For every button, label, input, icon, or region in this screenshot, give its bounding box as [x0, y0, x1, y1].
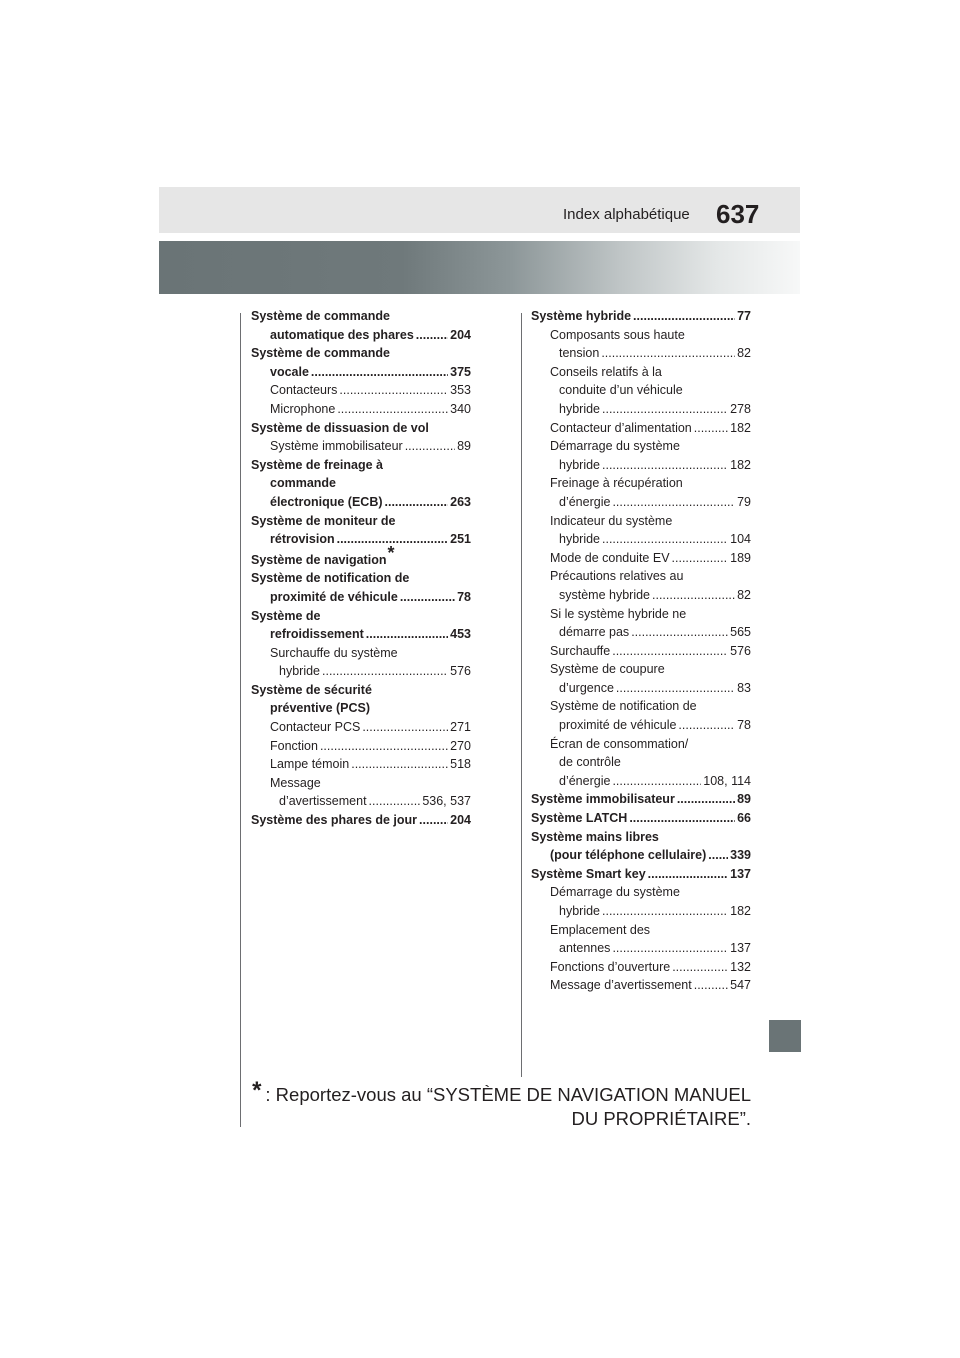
- dot-leader: [602, 530, 728, 549]
- index-entry-label: Surchauffe du système: [270, 645, 398, 660]
- index-entry-page: 137: [730, 866, 751, 881]
- index-entry-label: Message d’avertissement: [550, 978, 692, 993]
- index-entry-label: d’énergie: [559, 494, 611, 509]
- index-entry-label: Microphone: [270, 401, 336, 416]
- index-entry-label: Système immobilisateur: [270, 439, 403, 454]
- index-entry-label: système hybride: [559, 587, 651, 602]
- dot-leader: [337, 400, 448, 419]
- dot-leader: [602, 456, 728, 475]
- index-entry: [531, 679, 751, 698]
- index-entry-label: automatique des phares: [270, 327, 414, 342]
- index-entry-label: Système de moniteur de: [251, 513, 396, 528]
- index-entry: [251, 474, 471, 493]
- index-entry: [531, 437, 751, 456]
- index-entry-page: 104: [730, 532, 751, 547]
- index-entry: [251, 493, 471, 512]
- index-entry-page: 375: [450, 364, 471, 379]
- dot-leader: [416, 326, 448, 345]
- dot-leader: [612, 642, 728, 661]
- index-entry-label: Système hybride: [531, 309, 632, 323]
- index-entry-label: rétrovision: [270, 532, 335, 547]
- index-entry: [251, 512, 471, 531]
- dot-leader: [405, 437, 455, 456]
- index-entry: [251, 681, 471, 700]
- index-entry-page: 204: [450, 327, 471, 342]
- index-entry: [531, 456, 751, 475]
- index-entry-page: 83: [737, 680, 751, 695]
- index-entry: [531, 735, 751, 754]
- index-entry: [251, 344, 471, 363]
- index-entry-page: 189: [730, 550, 751, 565]
- index-entry-label: Message: [270, 775, 321, 790]
- index-entry: [251, 530, 471, 549]
- index-entry-label: Système de: [251, 608, 321, 623]
- index-entry: [251, 607, 471, 626]
- index-entry: [531, 605, 751, 624]
- dot-leader: [602, 902, 728, 921]
- index-entry: [531, 512, 751, 531]
- index-entry-label: Système mains libres: [531, 829, 659, 844]
- index-entry: [531, 753, 751, 772]
- index-entry-page: 78: [457, 589, 471, 604]
- index-entry-page: 271: [450, 720, 471, 735]
- index-entry: [531, 902, 751, 921]
- index-entry-label: Système de dissuasion de vol: [251, 420, 429, 435]
- index-entry: [251, 400, 471, 419]
- index-entry: [531, 493, 751, 512]
- index-entry-label: Mode de conduite EV: [550, 550, 670, 565]
- index-entry: [531, 772, 751, 791]
- index-entry-label: électronique (ECB): [270, 494, 383, 509]
- footnote-text-1: : Reportez-vous au “SYSTÈME DE NAVIGATION MANUEL: [265, 1084, 751, 1105]
- index-entry-page: 453: [450, 627, 471, 642]
- index-entry-page: 565: [730, 625, 751, 640]
- index-entry-label: hybride: [559, 904, 600, 918]
- dot-leader: [385, 493, 449, 512]
- index-entry-label: proximité de véhicule: [559, 718, 677, 733]
- index-entry-page: 270: [450, 738, 471, 753]
- index-entry-label: Système LATCH: [531, 811, 628, 826]
- index-entry-label: Contacteurs: [270, 383, 338, 398]
- index-entry: [531, 939, 751, 958]
- index-entry-page: 339: [730, 848, 751, 863]
- index-entry: [531, 549, 751, 568]
- index-entry: [531, 716, 751, 735]
- index-entry: [251, 755, 471, 774]
- index-entry: [531, 865, 751, 884]
- index-entry-page: 82: [737, 346, 751, 361]
- index-entry-label: Fonction: [270, 738, 318, 753]
- index-entry-page: 108, 114: [703, 773, 751, 788]
- index-entry-label: Système de notification de: [550, 699, 697, 714]
- index-entry-label: (pour téléphone cellulaire): [550, 848, 707, 863]
- index-entry-page: 278: [730, 401, 751, 416]
- index-entry: [531, 381, 751, 400]
- dot-leader: [694, 419, 728, 438]
- dot-leader: [652, 586, 735, 605]
- index-entry: [251, 699, 471, 718]
- index-entry-label: Contacteur PCS: [270, 720, 361, 735]
- dot-leader: [631, 623, 728, 642]
- index-entry-page: 536, 537: [422, 794, 471, 809]
- index-entry: [531, 642, 751, 661]
- index-entry: [531, 400, 751, 419]
- index-entry-label: Système de freinage à: [251, 457, 384, 472]
- dot-leader: [648, 865, 728, 884]
- index-entry: [251, 419, 471, 438]
- index-entry: [531, 344, 751, 363]
- index-entry: [531, 623, 751, 642]
- index-entry: [531, 883, 751, 902]
- index-entry-label: Système Smart key: [531, 866, 646, 881]
- index-entry: [531, 567, 751, 586]
- index-entry: [531, 363, 751, 382]
- index-entry-label: d’avertissement: [279, 794, 367, 809]
- index-entry-label: hybride: [559, 532, 600, 547]
- index-entry-page: 77: [737, 309, 751, 323]
- dot-leader: [678, 716, 735, 735]
- header-gradient-band: [159, 241, 800, 294]
- index-entry: [251, 437, 471, 456]
- index-entry-label: Système de commande: [251, 346, 390, 361]
- index-entry-label: Indicateur du système: [550, 513, 673, 528]
- index-entry-label: de contrôle: [559, 755, 621, 770]
- index-entry-label: Précautions relatives au: [550, 569, 684, 584]
- index-entry-page: 132: [730, 959, 751, 974]
- dot-leader: [672, 549, 729, 568]
- index-entry: [251, 569, 471, 588]
- index-entry-label: Emplacement des: [550, 922, 651, 937]
- dot-leader: [366, 625, 448, 644]
- index-entry-label: hybride: [559, 401, 600, 416]
- index-entry: [251, 307, 471, 326]
- index-entry: [531, 474, 751, 493]
- dot-leader: [708, 846, 728, 865]
- index-entry: [531, 809, 751, 828]
- index-entry-label: d’énergie: [559, 773, 611, 788]
- dot-leader: [612, 493, 735, 512]
- index-entry: [531, 530, 751, 549]
- dot-leader: [612, 772, 701, 791]
- index-entry-label: Système de coupure: [550, 662, 665, 677]
- index-entry-label: Freinage à récupération: [550, 476, 683, 491]
- index-entry: [251, 644, 471, 663]
- index-entry-label: démarre pas: [559, 625, 630, 640]
- index-entry: [251, 774, 471, 793]
- index-entry-label: Système immobilisateur: [531, 792, 675, 807]
- dot-leader: [612, 939, 728, 958]
- left-margin-rule: [240, 313, 241, 1127]
- index-entry-label: Écran de consommation/: [550, 736, 689, 751]
- dot-leader: [311, 363, 448, 382]
- index-entry-label: Système de notification de: [251, 571, 410, 586]
- dot-leader: [320, 737, 448, 756]
- index-entry-label: Système de commande: [251, 309, 390, 323]
- index-entry: [531, 326, 751, 345]
- index-entry-label: commande: [270, 476, 336, 491]
- column-divider: [521, 313, 522, 1077]
- index-entry: [531, 828, 751, 847]
- dot-leader: [677, 790, 735, 809]
- header-title: Index alphabétique: [563, 206, 690, 223]
- index-entry: [251, 363, 471, 382]
- page-number: 637: [716, 199, 760, 229]
- index-entry-page: 547: [730, 978, 751, 993]
- index-entry-label: Démarrage du système: [550, 885, 680, 900]
- index-entry: [251, 662, 471, 681]
- index-entry-page: 576: [450, 664, 471, 679]
- dot-leader: [362, 718, 448, 737]
- index-entry-page: 576: [730, 643, 751, 658]
- index-entry: [251, 792, 471, 811]
- index-entry-page: 182: [730, 420, 751, 435]
- dot-leader: [322, 662, 448, 681]
- index-entry: [531, 307, 751, 326]
- index-entry-page: 79: [737, 494, 751, 509]
- footnote-line-2: DU PROPRIÉTAIRE”.: [571, 1108, 751, 1129]
- dot-leader: [419, 811, 448, 830]
- index-entry: [531, 419, 751, 438]
- index-entry-page: 353: [450, 383, 471, 398]
- index-entry-label: vocale: [270, 364, 309, 379]
- index-entry-page: 66: [737, 811, 751, 826]
- footnote-line-1: [252, 1077, 751, 1107]
- index-entry: [251, 737, 471, 756]
- index-entry: [531, 921, 751, 940]
- index-entry-label: tension: [559, 346, 600, 361]
- dot-leader: [672, 958, 728, 977]
- footnote-star: *: [252, 1077, 262, 1104]
- index-entry-page: 518: [450, 757, 471, 772]
- index-entry: [531, 586, 751, 605]
- dot-leader: [602, 400, 728, 419]
- dot-leader: [694, 976, 728, 995]
- index-entry: [251, 811, 471, 830]
- section-tab-marker: [769, 1020, 801, 1052]
- index-entry-page: 263: [450, 494, 471, 509]
- header-bar: [159, 187, 800, 233]
- index-entry: [531, 697, 751, 716]
- dot-leader: [339, 381, 448, 400]
- index-entry-page: 82: [737, 587, 751, 602]
- index-entry-label: Système des phares de jour: [251, 813, 418, 828]
- index-entry: [251, 456, 471, 475]
- index-entry: [251, 588, 471, 607]
- index-entry-label: refroidissement: [270, 627, 364, 642]
- footnote: [252, 1077, 751, 1131]
- index-column-right: [531, 307, 751, 995]
- index-entry-label: d’urgence: [559, 680, 614, 695]
- index-column-left: [251, 307, 471, 830]
- index-entry-label: Si le système hybride ne: [550, 606, 687, 621]
- index-entry: [251, 381, 471, 400]
- index-entry-label: proximité de véhicule: [270, 589, 398, 604]
- index-entry-label: Conseils relatifs à la: [550, 364, 662, 379]
- dot-leader: [400, 588, 455, 607]
- index-entry: [531, 846, 751, 865]
- index-entry-page: 182: [730, 457, 751, 472]
- dot-leader: [351, 755, 448, 774]
- dot-leader: [601, 344, 735, 363]
- dot-leader: [369, 792, 421, 811]
- index-entry-label: hybride: [559, 457, 600, 472]
- index-entry-label: Composants sous haute: [550, 327, 685, 342]
- index-entry: [531, 790, 751, 809]
- index-entry: [251, 326, 471, 345]
- index-entry-label: Démarrage du système: [550, 439, 680, 454]
- index-entry-label: Contacteur d’alimentation: [550, 420, 692, 435]
- index-entry-label: Surchauffe: [550, 643, 611, 658]
- index-entry: [251, 718, 471, 737]
- index-entry-page: 89: [737, 792, 751, 807]
- index-entry-label: Système de sécurité: [251, 682, 372, 697]
- footnote-marker: *: [387, 542, 395, 563]
- index-entry: [531, 660, 751, 679]
- dot-leader: [616, 679, 735, 698]
- index-entry-page: 251: [450, 532, 471, 547]
- index-entry-label: préventive (PCS): [270, 701, 371, 716]
- index-entry-label: antennes: [559, 941, 611, 956]
- index-entry: [251, 542, 471, 570]
- index-entry-label: hybride: [279, 664, 320, 679]
- dot-leader: [629, 809, 735, 828]
- dot-leader: [633, 307, 735, 326]
- index-entry: [531, 976, 751, 995]
- index-entry: [251, 625, 471, 644]
- index-entry: [531, 958, 751, 977]
- index-entry-page: 78: [737, 718, 751, 733]
- index-entry-page: 137: [730, 941, 751, 956]
- index-entry-label: conduite d’un véhicule: [559, 383, 683, 398]
- index-entry-label: Système de navigation: [251, 552, 387, 567]
- index-entry-page: 204: [450, 813, 471, 828]
- index-entry-page: 89: [457, 439, 471, 454]
- index-entry-page: 340: [450, 401, 471, 416]
- index-entry-label: Fonctions d’ouverture: [550, 959, 671, 974]
- index-entry-page: 182: [730, 904, 751, 918]
- index-entry-label: Lampe témoin: [270, 757, 350, 772]
